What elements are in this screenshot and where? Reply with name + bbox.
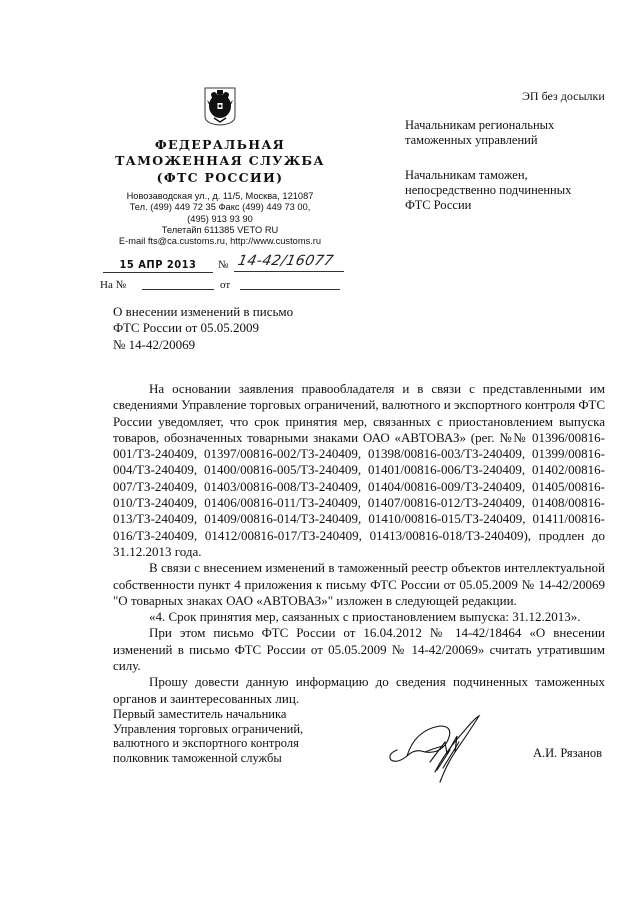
- delivery-note: ЭП без досылки: [522, 89, 605, 103]
- address-line: Новозаводская ул., д. 11/5, Москва, 121087: [126, 191, 314, 201]
- recipient-line: непосредственно подчиненных: [405, 183, 572, 197]
- from-label: от: [220, 279, 231, 291]
- org-name-line3: (ФТС РОССИИ): [156, 170, 284, 185]
- signer-title-line: Первый заместитель начальника: [113, 707, 287, 721]
- recipient-block-2: [405, 168, 571, 213]
- subject-line: ФТС России от 05.05.2009: [113, 320, 260, 336]
- document-number: 14-42/16077: [236, 253, 336, 269]
- address-line: Тел. (499) 449 72 35 Факс (499) 449 73 00,: [129, 202, 311, 213]
- recipient-block-1: [405, 118, 554, 148]
- signer-title-line: полковник таможенной службы: [113, 750, 282, 765]
- subject-line: № 14-42/20069: [113, 336, 196, 352]
- signer-name: А.И. Рязанов: [533, 746, 602, 760]
- body-paragraph: На основании заявления правообладателя и в связи с представленными им сведениями Управление торговых ограничений, валютного и экспортного контроля ФТС России уведомляет, что срок принятия мер, связанных с приостановлением выпуска товаров, обозначенных товарными знаками ОАО «АВТОВАЗ» (рег. №№ 01396/00816-001/ТЗ-240409, 01397/00816-002/ТЗ-240409, 01398/00816-003/ТЗ-240409, 01399/00816-004/ТЗ-240409, 01400/00816-005/ТЗ-240409, 01401/00816-006/ТЗ-240409, 01402/00816-007/ТЗ-240409, 01403/00816-008/ТЗ-240409, 01404/00816-009/ТЗ-240409, 01405/00816-010/ТЗ-240409, 01406/00816-011/ТЗ-240409, 01407/00816-012/ТЗ-240409, 01408/00816-013/ТЗ-240409, 01409/00816-014/ТЗ-240409, 01410/00816-015/ТЗ-240409, 01411/00816-016/ТЗ-240409, 01412/00816-017/ТЗ-240409, 01413/00816-018/ТЗ-240409), продлен до 31.12.2013 года.: [113, 381, 605, 559]
- address-line: (495) 913 93 90: [187, 213, 253, 224]
- address-line: E-mail fts@ca.customs.ru, http://www.customs.ru: [118, 236, 322, 247]
- org-address: [100, 191, 340, 247]
- document-date: 15 АПР 2013: [103, 258, 213, 273]
- reply-to-label: На №: [100, 279, 127, 291]
- number-label: №: [218, 259, 229, 271]
- signer-title: [113, 707, 303, 765]
- org-name-line1: ФЕДЕРАЛЬНАЯ: [154, 137, 286, 152]
- recipient-line: таможенных управлений: [405, 133, 538, 147]
- subject-line: О внесении изменений в письмо: [113, 304, 294, 319]
- address-line: Телетайп 611385 VETO RU: [161, 224, 279, 235]
- body-paragraph: При этом письмо ФТС России от 16.04.2012 № 14-42/18464 «О внесении изменений в письмо ФТС России от 05.05.2009 № 14-42/20069» считать утратившим силу.: [113, 625, 605, 674]
- reply-to-underline: [142, 289, 214, 290]
- body-paragraph: В связи с внесением изменений в таможенный реестр объектов интеллектуальной собственности пункт 4 приложения к письму ФТС России от 05.05.2009 № 14-42/20069 "О товарных знаках ОАО «АВТОВАЗ»" изложен в следующей редакции.: [113, 560, 605, 608]
- russian-coat-of-arms-icon: [203, 86, 237, 126]
- signer-title-line: Управления торговых ограничений,: [113, 721, 304, 736]
- recipient-line: ФТС России: [405, 198, 472, 212]
- from-underline: [240, 289, 340, 290]
- document-subject: [113, 304, 293, 353]
- recipient-line: Начальникам таможен,: [405, 168, 528, 182]
- body-paragraph: «4. Срок принятия мер, саязанных с приостановлением выпуска: 31.12.2013».: [149, 609, 581, 625]
- recipient-line: Начальникам региональных: [405, 118, 555, 132]
- body-paragraph: Прошу довести данную информацию до сведения подчиненных таможенных органов и заинтересованных лиц.: [113, 674, 605, 706]
- org-name-line2: ТАМОЖЕННАЯ СЛУЖБА: [115, 153, 325, 168]
- document-body: [113, 381, 605, 707]
- signer-title-line: валютного и экспортного контроля: [113, 736, 299, 750]
- handwritten-signature-icon: [385, 712, 495, 787]
